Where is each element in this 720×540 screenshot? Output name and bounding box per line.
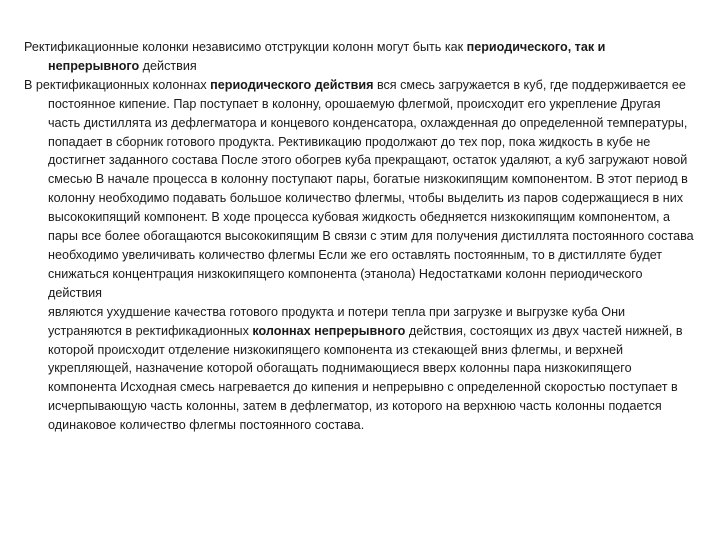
continuous-text-start: устраняются в ректификадионных	[48, 323, 253, 338]
batch-bold-text: периодического действия	[210, 77, 374, 92]
intro-text-end: действия	[139, 58, 197, 73]
continuous-column-paragraph	[24, 322, 696, 435]
continuous-text-body: действия, состоящих из двух частей нижней, в которой происходит отделение низкокипящего компонента из стекающей вниз флегмы, и верхней укрепляющей, назначение которой обогащать поднимающиеся вверх колонны пара низкокипящего компонента Исходная смесь нагревается до кипения и непрерывно с определенной скоростью поступает в исчерпывающую часть колонны, затем в дефлегматор, из которого на верхнюю часть колонны подается одинаковое количество флегмы постоянного состава.	[48, 323, 683, 433]
batch-text-start: В ректификационных колоннах	[24, 77, 211, 92]
drawbacks-line	[24, 303, 696, 322]
intro-bold-text: периодического, так и непрерывного	[48, 40, 606, 73]
text-block	[24, 38, 696, 435]
drawbacks-text: являются ухудшение качества готового продукта и потери тепла при загрузке и выгрузке куба Они	[48, 304, 626, 319]
batch-text-body: вся смесь загружается в куб, где поддерживается ее постоянное кипение. Пар поступает в колонну, орошаемую флегмой, происходит его укрепление Другая часть дистиллята из дефлегматора и концевого конденсатора, охлажденная до определенной температуры, попадает в сборник готового продукта. Рективикацию продолжают до тех пор, пока жидкость в кубе не достигнет заданного состава После этого обогрев куба прекращают, остаток удаляют, а куб загружают новой смесью В начале процесса в колонну поступают пары, богатые низкокипящим компонентом. В этот период в колонну необходимо подавать большое количество флегмы, чтобы выделить из паров содержащиеся в них высококипящий компонент. В ходе процесса кубовая жидкость обедняется низкокипящим компонентом, а пары все более обогащаются высококипящим В связи с этим для получения дистиллята постоянного состава необходимо увеличивать количество флегмы Если же его оставлять постоянным, то в дистилляте будет снижаться концентрация низкокипящего компонента (этанола) Недостатками колонн периодического действия	[48, 77, 694, 300]
intro-paragraph	[24, 38, 696, 76]
continuous-bold-text: колоннах непрерывного	[252, 323, 406, 338]
intro-text: Ректификационные колонки независимо отструкции колонн могут быть как	[24, 40, 467, 54]
batch-column-paragraph	[24, 76, 696, 303]
